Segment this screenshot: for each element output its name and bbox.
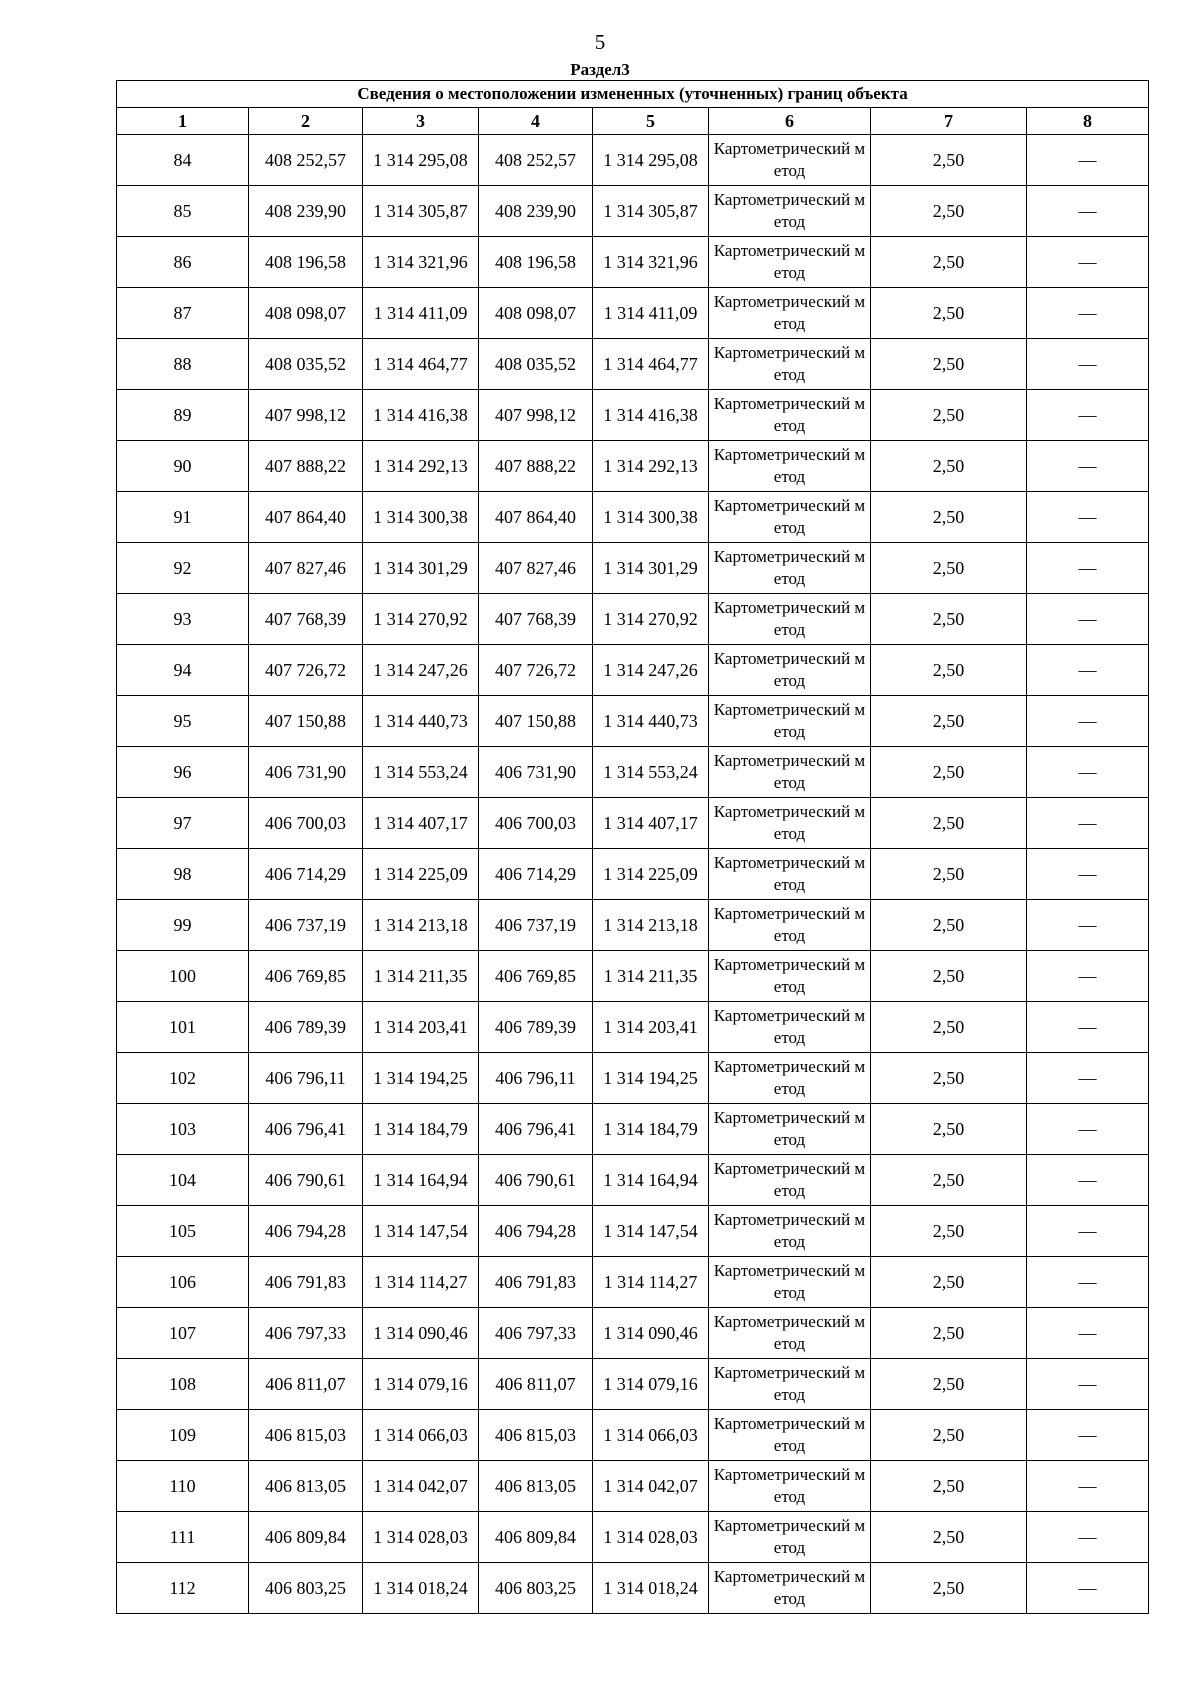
refined-x-cell: 408 035,52: [479, 339, 593, 390]
method-cell: Картометрический метод: [709, 543, 871, 594]
note-cell: —: [1027, 696, 1149, 747]
method-cell: Картометрический метод: [709, 798, 871, 849]
refined-y-cell: 1 314 028,03: [593, 1512, 709, 1563]
note-cell: —: [1027, 1359, 1149, 1410]
method-cell: Картометрический метод: [709, 1002, 871, 1053]
table-row: [117, 1308, 1149, 1359]
note-cell: —: [1027, 237, 1149, 288]
table-row: [117, 798, 1149, 849]
point-number-cell: 96: [117, 747, 249, 798]
refined-x-cell: 406 790,61: [479, 1155, 593, 1206]
table-row: [117, 543, 1149, 594]
existing-x-cell: 407 150,88: [249, 696, 363, 747]
note-cell: —: [1027, 1002, 1149, 1053]
existing-y-cell: 1 314 042,07: [363, 1461, 479, 1512]
existing-y-cell: 1 314 090,46: [363, 1308, 479, 1359]
point-number-cell: 85: [117, 186, 249, 237]
existing-x-cell: 407 888,22: [249, 441, 363, 492]
refined-x-cell: 406 714,29: [479, 849, 593, 900]
refined-x-cell: 408 239,90: [479, 186, 593, 237]
existing-y-cell: 1 314 147,54: [363, 1206, 479, 1257]
refined-x-cell: 406 791,83: [479, 1257, 593, 1308]
existing-x-cell: 406 791,83: [249, 1257, 363, 1308]
note-cell: —: [1027, 288, 1149, 339]
existing-y-cell: 1 314 553,24: [363, 747, 479, 798]
note-cell: —: [1027, 747, 1149, 798]
point-number-cell: 92: [117, 543, 249, 594]
accuracy-cell: 2,50: [871, 390, 1027, 441]
existing-x-cell: 406 797,33: [249, 1308, 363, 1359]
point-number-cell: 98: [117, 849, 249, 900]
existing-y-cell: 1 314 305,87: [363, 186, 479, 237]
point-number-cell: 95: [117, 696, 249, 747]
refined-x-cell: 406 797,33: [479, 1308, 593, 1359]
method-cell: Картометрический метод: [709, 696, 871, 747]
accuracy-cell: 2,50: [871, 747, 1027, 798]
existing-x-cell: 406 731,90: [249, 747, 363, 798]
method-cell: Картометрический метод: [709, 186, 871, 237]
existing-x-cell: 408 239,90: [249, 186, 363, 237]
point-number-cell: 109: [117, 1410, 249, 1461]
accuracy-cell: 2,50: [871, 1461, 1027, 1512]
method-cell: Картометрический метод: [709, 237, 871, 288]
existing-y-cell: 1 314 247,26: [363, 645, 479, 696]
table-row: [117, 237, 1149, 288]
method-cell: Картометрический метод: [709, 1155, 871, 1206]
refined-y-cell: 1 314 147,54: [593, 1206, 709, 1257]
refined-x-cell: 406 789,39: [479, 1002, 593, 1053]
accuracy-cell: 2,50: [871, 543, 1027, 594]
existing-x-cell: 407 768,39: [249, 594, 363, 645]
existing-y-cell: 1 314 114,27: [363, 1257, 479, 1308]
existing-y-cell: 1 314 411,09: [363, 288, 479, 339]
point-number-cell: 91: [117, 492, 249, 543]
note-cell: —: [1027, 1512, 1149, 1563]
table-row: [117, 594, 1149, 645]
point-number-cell: 90: [117, 441, 249, 492]
accuracy-cell: 2,50: [871, 339, 1027, 390]
accuracy-cell: 2,50: [871, 696, 1027, 747]
table-row: [117, 1104, 1149, 1155]
point-number-cell: 105: [117, 1206, 249, 1257]
point-number-cell: 110: [117, 1461, 249, 1512]
note-cell: —: [1027, 900, 1149, 951]
point-number-cell: 104: [117, 1155, 249, 1206]
method-cell: Картометрический метод: [709, 1563, 871, 1614]
refined-x-cell: 407 726,72: [479, 645, 593, 696]
table-row: [117, 390, 1149, 441]
refined-x-cell: 406 815,03: [479, 1410, 593, 1461]
refined-x-cell: 406 813,05: [479, 1461, 593, 1512]
refined-x-cell: 408 252,57: [479, 135, 593, 186]
method-cell: Картометрический метод: [709, 594, 871, 645]
method-cell: Картометрический метод: [709, 1461, 871, 1512]
table-row: [117, 1053, 1149, 1104]
method-cell: Картометрический метод: [709, 645, 871, 696]
existing-y-cell: 1 314 301,29: [363, 543, 479, 594]
existing-y-cell: 1 314 184,79: [363, 1104, 479, 1155]
column-number: 5: [593, 108, 709, 135]
existing-x-cell: 406 769,85: [249, 951, 363, 1002]
refined-y-cell: 1 314 184,79: [593, 1104, 709, 1155]
refined-y-cell: 1 314 553,24: [593, 747, 709, 798]
table-row: [117, 1002, 1149, 1053]
point-number-cell: 102: [117, 1053, 249, 1104]
refined-x-cell: 406 731,90: [479, 747, 593, 798]
point-number-cell: 107: [117, 1308, 249, 1359]
existing-y-cell: 1 314 194,25: [363, 1053, 479, 1104]
table-row: [117, 1155, 1149, 1206]
existing-y-cell: 1 314 079,16: [363, 1359, 479, 1410]
accuracy-cell: 2,50: [871, 1359, 1027, 1410]
note-cell: —: [1027, 1257, 1149, 1308]
accuracy-cell: 2,50: [871, 1563, 1027, 1614]
existing-y-cell: 1 314 295,08: [363, 135, 479, 186]
column-number: 4: [479, 108, 593, 135]
note-cell: —: [1027, 798, 1149, 849]
method-cell: Картометрический метод: [709, 747, 871, 798]
existing-x-cell: 406 809,84: [249, 1512, 363, 1563]
table-body: [117, 81, 1149, 1614]
point-number-cell: 89: [117, 390, 249, 441]
existing-x-cell: 408 252,57: [249, 135, 363, 186]
refined-y-cell: 1 314 416,38: [593, 390, 709, 441]
accuracy-cell: 2,50: [871, 1104, 1027, 1155]
note-cell: —: [1027, 951, 1149, 1002]
column-number: 7: [871, 108, 1027, 135]
method-cell: Картометрический метод: [709, 339, 871, 390]
refined-x-cell: 407 768,39: [479, 594, 593, 645]
existing-y-cell: 1 314 321,96: [363, 237, 479, 288]
refined-y-cell: 1 314 213,18: [593, 900, 709, 951]
refined-y-cell: 1 314 079,16: [593, 1359, 709, 1410]
column-number: 2: [249, 108, 363, 135]
accuracy-cell: 2,50: [871, 1512, 1027, 1563]
refined-x-cell: 407 827,46: [479, 543, 593, 594]
refined-x-cell: 406 769,85: [479, 951, 593, 1002]
note-cell: —: [1027, 1461, 1149, 1512]
existing-y-cell: 1 314 440,73: [363, 696, 479, 747]
existing-x-cell: 406 714,29: [249, 849, 363, 900]
method-cell: Картометрический метод: [709, 441, 871, 492]
refined-y-cell: 1 314 305,87: [593, 186, 709, 237]
table-row: [117, 1359, 1149, 1410]
method-cell: Картометрический метод: [709, 1359, 871, 1410]
refined-x-cell: 406 737,19: [479, 900, 593, 951]
refined-y-cell: 1 314 018,24: [593, 1563, 709, 1614]
existing-y-cell: 1 314 292,13: [363, 441, 479, 492]
refined-x-cell: 406 803,25: [479, 1563, 593, 1614]
refined-x-cell: 406 809,84: [479, 1512, 593, 1563]
table-row: [117, 645, 1149, 696]
refined-x-cell: 407 864,40: [479, 492, 593, 543]
refined-y-cell: 1 314 295,08: [593, 135, 709, 186]
refined-x-cell: 407 888,22: [479, 441, 593, 492]
existing-x-cell: 408 035,52: [249, 339, 363, 390]
method-cell: Картометрический метод: [709, 288, 871, 339]
note-cell: —: [1027, 1104, 1149, 1155]
refined-x-cell: 407 998,12: [479, 390, 593, 441]
point-number-cell: 108: [117, 1359, 249, 1410]
note-cell: —: [1027, 390, 1149, 441]
table-row: [117, 135, 1149, 186]
accuracy-cell: 2,50: [871, 237, 1027, 288]
table-row: [117, 1461, 1149, 1512]
column-number: 8: [1027, 108, 1149, 135]
existing-x-cell: 406 700,03: [249, 798, 363, 849]
existing-y-cell: 1 314 164,94: [363, 1155, 479, 1206]
refined-y-cell: 1 314 225,09: [593, 849, 709, 900]
refined-y-cell: 1 314 270,92: [593, 594, 709, 645]
accuracy-cell: 2,50: [871, 1308, 1027, 1359]
table-row: [117, 900, 1149, 951]
method-cell: Картометрический метод: [709, 1206, 871, 1257]
method-cell: Картометрический метод: [709, 1104, 871, 1155]
point-number-cell: 88: [117, 339, 249, 390]
refined-y-cell: 1 314 300,38: [593, 492, 709, 543]
table-row: [117, 1563, 1149, 1614]
refined-y-cell: 1 314 411,09: [593, 288, 709, 339]
column-number: 3: [363, 108, 479, 135]
existing-x-cell: 406 815,03: [249, 1410, 363, 1461]
note-cell: —: [1027, 645, 1149, 696]
existing-y-cell: 1 314 407,17: [363, 798, 479, 849]
refined-y-cell: 1 314 066,03: [593, 1410, 709, 1461]
accuracy-cell: 2,50: [871, 1002, 1027, 1053]
point-number-cell: 93: [117, 594, 249, 645]
point-number-cell: 111: [117, 1512, 249, 1563]
table-row: [117, 492, 1149, 543]
existing-x-cell: 406 811,07: [249, 1359, 363, 1410]
existing-x-cell: 407 864,40: [249, 492, 363, 543]
page-number: 5: [594, 30, 606, 54]
table-caption-row: [117, 81, 1149, 108]
note-cell: —: [1027, 135, 1149, 186]
method-cell: Картометрический метод: [709, 1410, 871, 1461]
method-cell: Картометрический метод: [709, 900, 871, 951]
note-cell: —: [1027, 339, 1149, 390]
refined-y-cell: 1 314 042,07: [593, 1461, 709, 1512]
refined-y-cell: 1 314 321,96: [593, 237, 709, 288]
refined-y-cell: 1 314 164,94: [593, 1155, 709, 1206]
method-cell: Картометрический метод: [709, 1257, 871, 1308]
refined-x-cell: 406 794,28: [479, 1206, 593, 1257]
table-row: [117, 1206, 1149, 1257]
existing-y-cell: 1 314 213,18: [363, 900, 479, 951]
method-cell: Картометрический метод: [709, 951, 871, 1002]
point-number-cell: 112: [117, 1563, 249, 1614]
method-cell: Картометрический метод: [709, 1512, 871, 1563]
accuracy-cell: 2,50: [871, 492, 1027, 543]
method-cell: Картометрический метод: [709, 1053, 871, 1104]
refined-x-cell: 407 150,88: [479, 696, 593, 747]
existing-y-cell: 1 314 464,77: [363, 339, 479, 390]
table-row: [117, 1512, 1149, 1563]
existing-x-cell: 406 737,19: [249, 900, 363, 951]
existing-y-cell: 1 314 300,38: [363, 492, 479, 543]
accuracy-cell: 2,50: [871, 798, 1027, 849]
method-cell: Картометрический метод: [709, 390, 871, 441]
refined-y-cell: 1 314 090,46: [593, 1308, 709, 1359]
point-number-cell: 106: [117, 1257, 249, 1308]
section-title: Раздел3: [570, 60, 630, 79]
note-cell: —: [1027, 186, 1149, 237]
method-cell: Картометрический метод: [709, 492, 871, 543]
existing-y-cell: 1 314 018,24: [363, 1563, 479, 1614]
coordinates-table: [116, 80, 1149, 1614]
existing-y-cell: 1 314 203,41: [363, 1002, 479, 1053]
accuracy-cell: 2,50: [871, 951, 1027, 1002]
refined-y-cell: 1 314 247,26: [593, 645, 709, 696]
existing-x-cell: 406 789,39: [249, 1002, 363, 1053]
accuracy-cell: 2,50: [871, 135, 1027, 186]
note-cell: —: [1027, 1155, 1149, 1206]
existing-x-cell: 406 796,41: [249, 1104, 363, 1155]
method-cell: Картометрический метод: [709, 1308, 871, 1359]
accuracy-cell: 2,50: [871, 288, 1027, 339]
refined-y-cell: 1 314 464,77: [593, 339, 709, 390]
existing-y-cell: 1 314 416,38: [363, 390, 479, 441]
point-number-cell: 101: [117, 1002, 249, 1053]
table-row: [117, 339, 1149, 390]
refined-x-cell: 408 098,07: [479, 288, 593, 339]
point-number-cell: 103: [117, 1104, 249, 1155]
note-cell: —: [1027, 1563, 1149, 1614]
table-row: [117, 1257, 1149, 1308]
refined-y-cell: 1 314 203,41: [593, 1002, 709, 1053]
method-cell: Картометрический метод: [709, 135, 871, 186]
note-cell: —: [1027, 1206, 1149, 1257]
point-number-cell: 86: [117, 237, 249, 288]
column-number-row: [117, 108, 1149, 135]
table-row: [117, 1410, 1149, 1461]
point-number-cell: 97: [117, 798, 249, 849]
refined-x-cell: 406 811,07: [479, 1359, 593, 1410]
accuracy-cell: 2,50: [871, 1257, 1027, 1308]
accuracy-cell: 2,50: [871, 900, 1027, 951]
existing-y-cell: 1 314 270,92: [363, 594, 479, 645]
column-number: 6: [709, 108, 871, 135]
accuracy-cell: 2,50: [871, 1155, 1027, 1206]
table-row: [117, 747, 1149, 798]
existing-x-cell: 407 726,72: [249, 645, 363, 696]
accuracy-cell: 2,50: [871, 1410, 1027, 1461]
refined-x-cell: 406 700,03: [479, 798, 593, 849]
existing-x-cell: 408 098,07: [249, 288, 363, 339]
refined-y-cell: 1 314 292,13: [593, 441, 709, 492]
accuracy-cell: 2,50: [871, 1053, 1027, 1104]
table-caption: Сведения о местоположении измененных (уточненных) границ объекта: [117, 81, 1149, 108]
existing-x-cell: 408 196,58: [249, 237, 363, 288]
accuracy-cell: 2,50: [871, 645, 1027, 696]
accuracy-cell: 2,50: [871, 594, 1027, 645]
method-cell: Картометрический метод: [709, 849, 871, 900]
existing-x-cell: 407 827,46: [249, 543, 363, 594]
refined-x-cell: 406 796,11: [479, 1053, 593, 1104]
table-row: [117, 849, 1149, 900]
point-number-cell: 99: [117, 900, 249, 951]
table-row: [117, 441, 1149, 492]
accuracy-cell: 2,50: [871, 849, 1027, 900]
table-row: [117, 186, 1149, 237]
note-cell: —: [1027, 543, 1149, 594]
column-number: 1: [117, 108, 249, 135]
note-cell: —: [1027, 441, 1149, 492]
point-number-cell: 100: [117, 951, 249, 1002]
point-number-cell: 87: [117, 288, 249, 339]
existing-x-cell: 406 813,05: [249, 1461, 363, 1512]
existing-y-cell: 1 314 225,09: [363, 849, 479, 900]
point-number-cell: 84: [117, 135, 249, 186]
table-row: [117, 951, 1149, 1002]
accuracy-cell: 2,50: [871, 441, 1027, 492]
refined-y-cell: 1 314 194,25: [593, 1053, 709, 1104]
refined-y-cell: 1 314 407,17: [593, 798, 709, 849]
table-row: [117, 288, 1149, 339]
existing-x-cell: 406 794,28: [249, 1206, 363, 1257]
existing-x-cell: 406 803,25: [249, 1563, 363, 1614]
note-cell: —: [1027, 492, 1149, 543]
existing-x-cell: 406 790,61: [249, 1155, 363, 1206]
refined-y-cell: 1 314 440,73: [593, 696, 709, 747]
note-cell: —: [1027, 849, 1149, 900]
point-number-cell: 94: [117, 645, 249, 696]
note-cell: —: [1027, 594, 1149, 645]
note-cell: —: [1027, 1053, 1149, 1104]
existing-y-cell: 1 314 028,03: [363, 1512, 479, 1563]
note-cell: —: [1027, 1308, 1149, 1359]
refined-x-cell: 406 796,41: [479, 1104, 593, 1155]
refined-x-cell: 408 196,58: [479, 237, 593, 288]
existing-x-cell: 406 796,11: [249, 1053, 363, 1104]
existing-y-cell: 1 314 066,03: [363, 1410, 479, 1461]
note-cell: —: [1027, 1410, 1149, 1461]
refined-y-cell: 1 314 301,29: [593, 543, 709, 594]
refined-y-cell: 1 314 114,27: [593, 1257, 709, 1308]
existing-x-cell: 407 998,12: [249, 390, 363, 441]
accuracy-cell: 2,50: [871, 1206, 1027, 1257]
table-row: [117, 696, 1149, 747]
refined-y-cell: 1 314 211,35: [593, 951, 709, 1002]
existing-y-cell: 1 314 211,35: [363, 951, 479, 1002]
accuracy-cell: 2,50: [871, 186, 1027, 237]
